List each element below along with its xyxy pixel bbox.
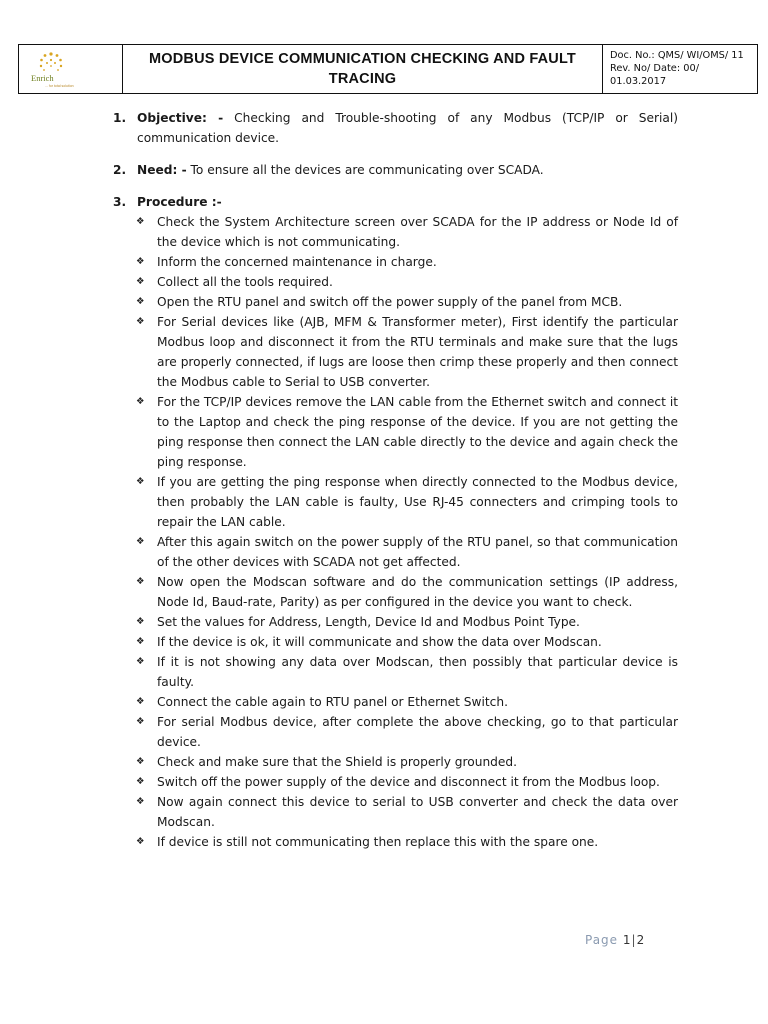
procedure-step xyxy=(136,752,678,772)
procedure-step xyxy=(136,252,678,272)
procedure-step xyxy=(136,612,678,632)
section-need xyxy=(113,160,678,180)
page-separator: | xyxy=(631,933,637,947)
page-number: 1 xyxy=(622,933,632,947)
diamond-bullet-icon: ❖ xyxy=(136,296,145,307)
diamond-bullet-icon: ❖ xyxy=(136,476,145,487)
page-footer xyxy=(585,933,645,947)
section-number: 2. xyxy=(113,163,127,177)
section-number: 1. xyxy=(113,111,127,125)
procedure-step-text: Check and make sure that the Shield is properly grounded. xyxy=(157,755,518,769)
section-body: To ensure all the devices are communicating over SCADA. xyxy=(190,163,544,177)
diamond-bullet-icon: ❖ xyxy=(136,756,145,767)
procedure-step-text: Open the RTU panel and switch off the power supply of the panel from MCB. xyxy=(157,295,623,309)
diamond-bullet-icon: ❖ xyxy=(136,656,145,667)
logo-cell xyxy=(19,45,123,93)
section-number: 3. xyxy=(113,195,127,209)
section-text xyxy=(137,160,678,180)
page-total: 2 xyxy=(636,933,646,947)
diamond-bullet-icon: ❖ xyxy=(136,256,145,267)
procedure-step-text: For Serial devices like (AJB, MFM & Transformer meter), First identify the particular Modbus loop and disconnect it from the RTU terminals and make sure that the lugs are properly connected, if lugs are loose then crimp these properly and then connect the Modbus cable to Serial to USB converter. xyxy=(157,315,678,389)
procedure-step xyxy=(136,772,678,792)
procedure-step xyxy=(136,392,678,472)
procedure-step-text: Now again connect this device to serial to USB converter and check the data over Modscan. xyxy=(157,795,678,829)
procedure-step-text: Check the System Architecture screen over SCADA for the IP address or Node Id of the device which is not communicating. xyxy=(157,215,678,249)
doc-number: Doc. No.: QMS/ WI/OMS/ 11 xyxy=(610,50,744,61)
diamond-bullet-icon: ❖ xyxy=(136,696,145,707)
page-label: Page xyxy=(585,933,619,947)
diamond-bullet-icon: ❖ xyxy=(136,216,145,227)
diamond-bullet-icon: ❖ xyxy=(136,796,145,807)
procedure-step-text: If device is still not communicating then replace this with the spare one. xyxy=(157,835,599,849)
section-label: Need: - xyxy=(137,163,187,177)
section-procedure xyxy=(113,192,678,212)
procedure-steps-list xyxy=(113,212,678,852)
procedure-step-text: Switch off the power supply of the device and disconnect it from the Modbus loop. xyxy=(157,775,660,789)
procedure-step-text: For the TCP/IP devices remove the LAN cable from the Ethernet switch and connect it to the Laptop and check the ping response of the device. If you are not getting the ping response then connect the LAN cable directly to the device and again check the ping response. xyxy=(157,395,678,469)
logo-wordmark: Enrich xyxy=(31,73,54,83)
procedure-step xyxy=(136,212,678,252)
section-label: Objective: - xyxy=(137,111,224,125)
procedure-step-text: If the device is ok, it will communicate and show the data over Modscan. xyxy=(157,635,602,649)
revision-date: Rev. No/ Date: 00/ 01.03.2017 xyxy=(610,63,699,87)
procedure-step xyxy=(136,272,678,292)
procedure-step-text: If it is not showing any data over Modscan, then possibly that particular device is faulty. xyxy=(157,655,678,689)
document-header xyxy=(18,44,758,94)
diamond-bullet-icon: ❖ xyxy=(136,276,145,287)
diamond-bullet-icon: ❖ xyxy=(136,836,145,847)
document-body xyxy=(113,108,678,852)
diamond-bullet-icon: ❖ xyxy=(136,616,145,627)
section-body: Checking and Trouble-shooting of any Modbus (TCP/IP or Serial) communication device. xyxy=(137,111,678,145)
procedure-step xyxy=(136,792,678,832)
procedure-step-text: After this again switch on the power supply of the RTU panel, so that communication of the other devices with SCADA not get affected. xyxy=(157,535,678,569)
procedure-step-text: Collect all the tools required. xyxy=(157,275,333,289)
diamond-bullet-icon: ❖ xyxy=(136,536,145,547)
procedure-step-text: Inform the concerned maintenance in charge. xyxy=(157,255,437,269)
diamond-bullet-icon: ❖ xyxy=(136,776,145,787)
section-text xyxy=(137,192,678,212)
procedure-step xyxy=(136,292,678,312)
procedure-step xyxy=(136,572,678,612)
diamond-bullet-icon: ❖ xyxy=(136,716,145,727)
procedure-step xyxy=(136,532,678,572)
procedure-step xyxy=(136,472,678,532)
diamond-bullet-icon: ❖ xyxy=(136,396,145,407)
section-text xyxy=(137,108,678,148)
procedure-step xyxy=(136,712,678,752)
procedure-step-text: Connect the cable again to RTU panel or Ethernet Switch. xyxy=(157,695,508,709)
procedure-step-text: Now open the Modscan software and do the communication settings (IP address, Node Id, Baud-rate, Parity) as per configured in the device you want to check. xyxy=(157,575,678,609)
diamond-bullet-icon: ❖ xyxy=(136,576,145,587)
procedure-step xyxy=(136,692,678,712)
procedure-step xyxy=(136,632,678,652)
section-label: Procedure :- xyxy=(137,195,222,209)
procedure-step xyxy=(136,832,678,852)
procedure-step-text: If you are getting the ping response when directly connected to the Modbus device, then probably the LAN cable is faulty, Use RJ-45 connecters and crimping tools to repair the LAN cable. xyxy=(157,475,678,529)
document-meta xyxy=(603,45,757,93)
procedure-step xyxy=(136,652,678,692)
diamond-bullet-icon: ❖ xyxy=(136,316,145,327)
procedure-step xyxy=(136,312,678,392)
procedure-step-text: Set the values for Address, Length, Device Id and Modbus Point Type. xyxy=(157,615,580,629)
procedure-step-text: For serial Modbus device, after complete the above checking, go to that particular device. xyxy=(157,715,678,749)
section-objective xyxy=(113,108,678,148)
title-cell xyxy=(123,45,603,93)
diamond-bullet-icon: ❖ xyxy=(136,636,145,647)
logo-tagline: ... for total solution xyxy=(45,84,74,88)
document-title: MODBUS DEVICE COMMUNICATION CHECKING AND FAULT TRACING xyxy=(148,51,576,87)
